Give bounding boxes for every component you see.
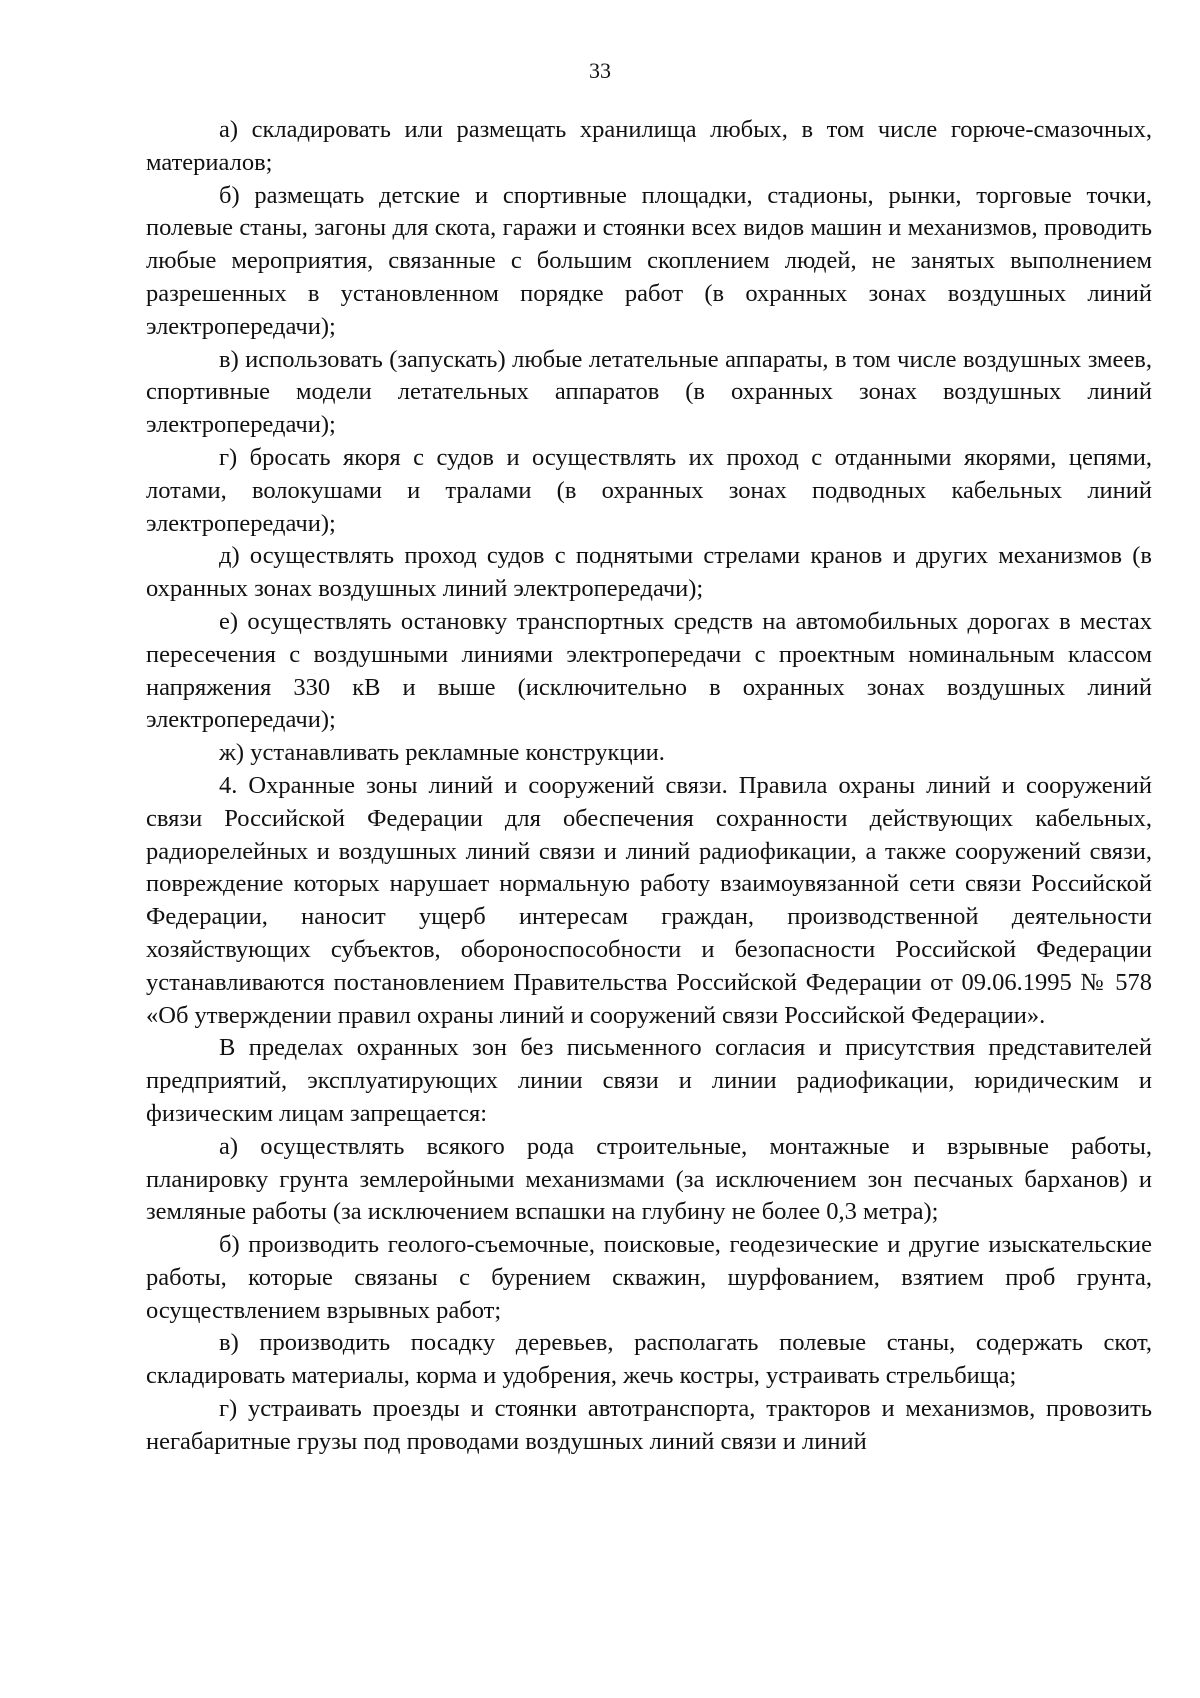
paragraph-section-4-communication-zones: 4. Охранные зоны линий и сооружений связи. Правила охраны линий и сооружений связи Российской Федерации для обеспечения сохранности действующих кабельных, радиорелейных и воздушных линий связи и линий радиофикации, а также сооружений связи, повреждение которых нарушает нормальную работу взаимоувязанной сети связи Российской Федерации, наносит ущерб интересам граждан, производственной деятельности хозяйствующих субъектов, обороноспособности и безопасности Российской Федерации устанавливаются постановлением Правительства Российской Федерации от 09.06.1995 № 578 «Об утверждении правил охраны линий и сооружений связи Российской Федерации».	[146, 771, 1152, 1029]
document-body	[146, 114, 1152, 1459]
paragraph-item-g-driveways: г) устраивать проезды и стоянки автотранспорта, тракторов и механизмов, провозить негабаритные грузы под проводами воздушных линий связи и линий	[146, 1395, 1152, 1455]
paragraph-item-d-ship-passage: д) осуществлять проход судов с поднятыми стрелами кранов и других механизмов (в охранных зонах воздушных линий электропередачи);	[146, 542, 1152, 603]
page-number: 33	[589, 58, 611, 83]
paragraph-prohibitions-intro: В пределах охранных зон без письменного согласия и присутствия представителей предприятий, эксплуатирующих линии связи и линии радиофикации, юридическим и физическим лицам запрещается:	[146, 1034, 1152, 1127]
paragraph-item-a-fuel-storage: а) складировать или размещать хранилища любых, в том числе горюче-смазочных, материалов;	[146, 116, 1152, 176]
paragraph-item-b-survey: б) производить геолого-съемочные, поисковые, геодезические и другие изыскательские работы, которые связаны с бурением скважин, шурфованием, взятием проб грунта, осуществлением взрывных работ;	[146, 1231, 1152, 1324]
paragraph-item-v-planting: в) производить посадку деревьев, располагать полевые станы, содержать скот, складировать материалы, корма и удобрения, жечь костры, устраивать стрельбища;	[146, 1329, 1152, 1390]
paragraph-item-e-vehicle-stops: е) осуществлять остановку транспортных средств на автомобильных дорогах в местах пересечения с воздушными линиями электропередачи с проектным номинальным классом напряжения 330 кВ и выше (исключительно в охранных зонах воздушных линий электропередачи);	[146, 607, 1152, 734]
paragraph-item-a-construction: а) осуществлять всякого рода строительные, монтажные и взрывные работы, планировку грунта землеройными механизмами (за исключением зон песчаных барханов) и земляные работы (за исключением вспашки на глубину не более 0,3 метра);	[146, 1132, 1152, 1226]
paragraph-item-v-aircraft: в) использовать (запускать) любые летательные аппараты, в том числе воздушных змеев, спортивные модели летательных аппаратов (в охранных зонах воздушных линий электропередачи);	[146, 345, 1152, 439]
paragraph-item-g-anchors: г) бросать якоря с судов и осуществлять их проход с отданными якорями, цепями, лотами, волокушами и тралами (в охранных зонах подводных кабельных линий электропередачи);	[146, 443, 1152, 537]
paragraph-item-b-playgrounds: б) размещать детские и спортивные площадки, стадионы, рынки, торговые точки, полевые станы, загоны для скота, гаражи и стоянки всех видов машин и механизмов, проводить любые мероприятия, связанные с большим скоплением людей, не занятых выполнением разрешенных в установленном порядке работ (в охранных зонах воздушных линий электропередачи);	[146, 181, 1152, 340]
paragraph-item-zh-advertising: ж) устанавливать рекламные конструкции.	[219, 739, 665, 767]
